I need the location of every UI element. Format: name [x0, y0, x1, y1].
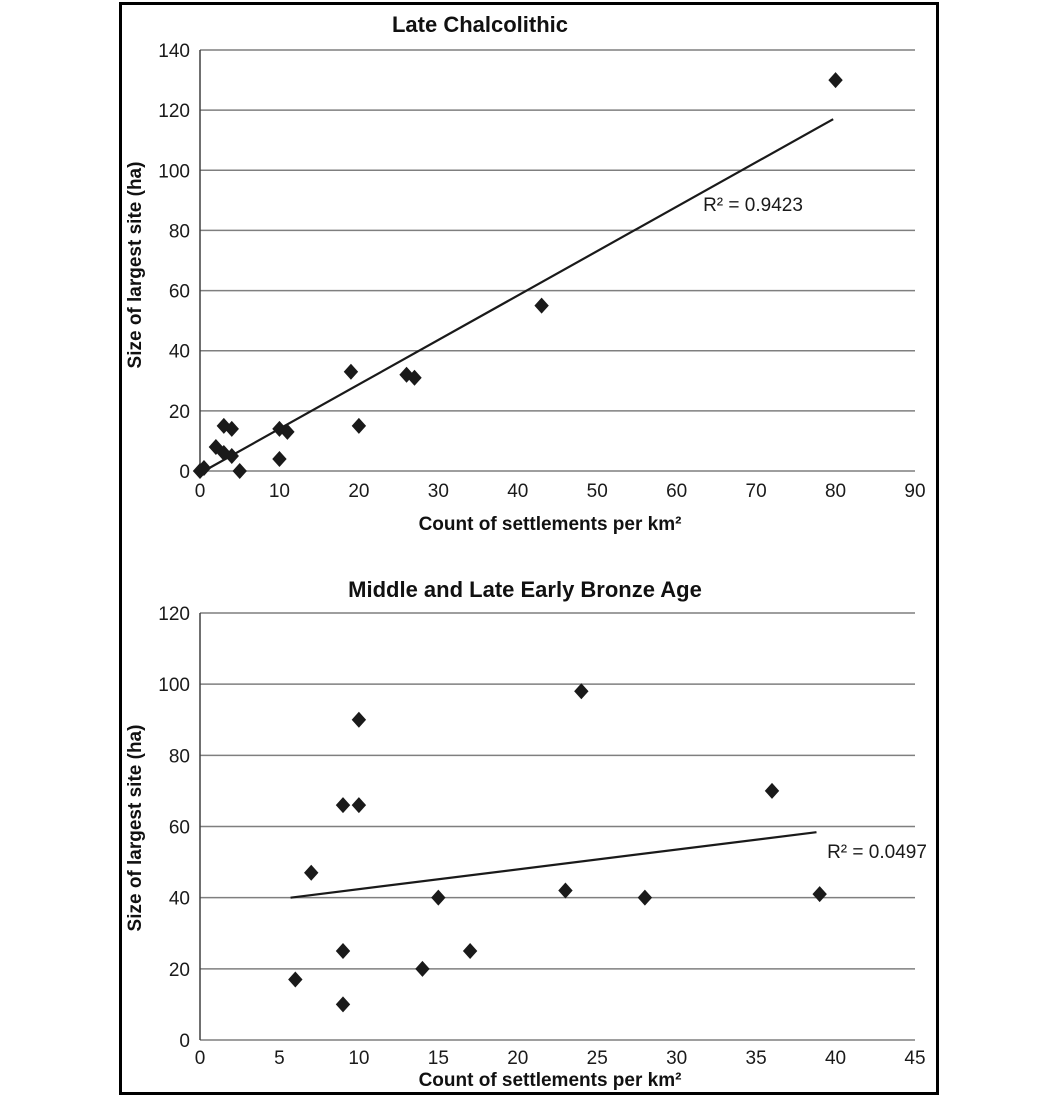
scatter-point: [336, 996, 350, 1012]
scatter-point: [336, 797, 350, 813]
x-tick-label: 60: [666, 481, 688, 502]
chart-title: Middle and Late Early Bronze Age: [348, 577, 702, 602]
x-tick-label: 40: [824, 1048, 847, 1069]
y-tick-label: 100: [158, 675, 190, 697]
x-tick-label: 15: [427, 1048, 449, 1069]
scatter-point: [344, 364, 358, 380]
x-tick-label: 5: [274, 1048, 285, 1069]
x-tick-label: 80: [824, 481, 847, 502]
x-axis-title: Count of settlements per km²: [418, 1070, 682, 1091]
x-tick-label: 25: [586, 1048, 608, 1069]
y-tick-label: 140: [158, 41, 190, 62]
scatter-point: [574, 683, 588, 699]
plot-area: [158, 41, 925, 502]
scatter-point: [765, 783, 779, 799]
scatter-point: [233, 463, 247, 479]
figure-border: [121, 4, 938, 1094]
y-tick-label: 80: [168, 746, 190, 768]
x-tick-label: 20: [348, 481, 370, 502]
trendline: [204, 119, 833, 471]
x-tick-label: 30: [666, 1048, 688, 1069]
x-tick-label: 50: [586, 481, 608, 502]
x-axis-title: Count of settlements per km²: [418, 514, 682, 535]
x-tick-label: 90: [904, 481, 926, 502]
scatter-point: [812, 886, 826, 902]
y-tick-label: 60: [168, 281, 190, 303]
scatter-point: [415, 961, 429, 977]
chart-late-chalcolithic: [125, 12, 926, 535]
x-tick-label: 45: [904, 1048, 926, 1069]
r-squared-label: R² = 0.9423: [703, 195, 803, 216]
y-axis-title: Size of largest site (ha): [125, 161, 146, 369]
scatter-point: [463, 943, 477, 959]
y-tick-label: 120: [158, 604, 190, 625]
chart-title: Late Chalcolithic: [391, 12, 569, 37]
y-tick-label: 20: [168, 401, 190, 423]
scatter-point: [431, 890, 445, 906]
y-tick-label: 60: [168, 817, 190, 839]
y-tick-label: 20: [168, 959, 190, 981]
r-squared-label: R² = 0.0497: [827, 842, 927, 863]
scatter-point: [352, 712, 366, 728]
scatter-point: [336, 943, 350, 959]
scatter-point: [828, 72, 842, 88]
y-tick-label: 120: [158, 101, 190, 123]
scatter-point: [352, 797, 366, 813]
scatter-point: [558, 883, 572, 899]
x-tick-label: 0: [194, 1048, 206, 1069]
scatter-point: [534, 298, 548, 314]
scatter-point: [272, 451, 286, 467]
y-tick-label: 80: [168, 221, 190, 243]
scatter-point: [638, 890, 652, 906]
x-tick-label: 40: [507, 481, 529, 502]
y-tick-label: 100: [158, 161, 190, 183]
x-tick-label: 30: [427, 481, 449, 502]
x-tick-label: 10: [268, 481, 291, 502]
scatter-point: [352, 418, 366, 434]
scatter-point: [288, 972, 302, 988]
y-axis-title: Size of largest site (ha): [125, 724, 146, 932]
y-tick-label: 0: [179, 1031, 190, 1052]
scatter-point: [304, 865, 318, 881]
x-tick-label: 70: [745, 481, 767, 502]
y-tick-label: 40: [168, 888, 190, 910]
trendline: [291, 832, 817, 897]
chart-middle-late-early-bronze-age: [125, 577, 927, 1091]
y-tick-label: 0: [179, 462, 190, 483]
plot-area: [158, 604, 925, 1069]
y-tick-label: 40: [168, 341, 190, 363]
x-tick-label: 0: [194, 481, 206, 502]
x-tick-label: 35: [745, 1048, 767, 1069]
x-tick-label: 20: [507, 1048, 529, 1069]
x-tick-label: 10: [348, 1048, 370, 1069]
